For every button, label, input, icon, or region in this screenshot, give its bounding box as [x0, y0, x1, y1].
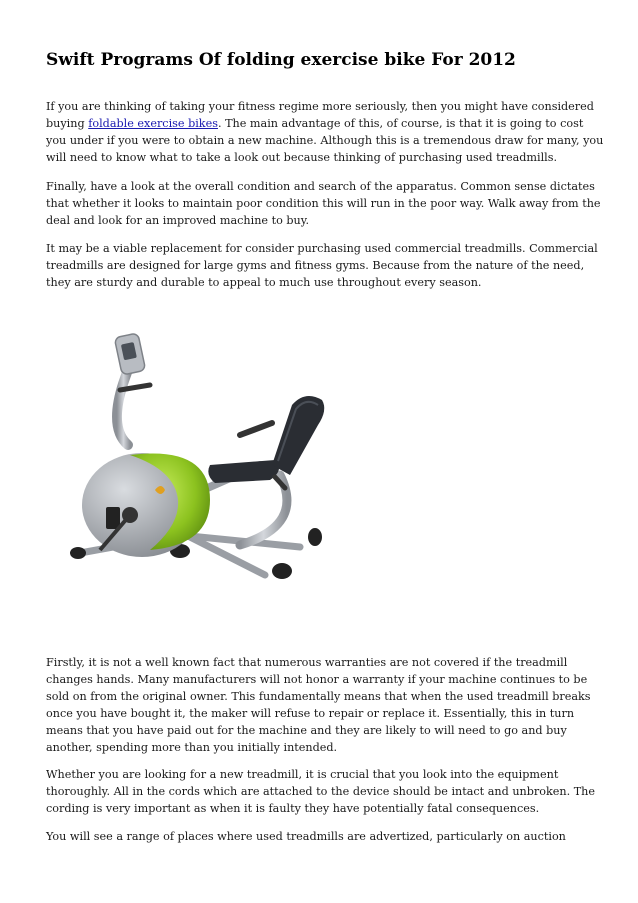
paragraph-4: Firstly, it is not a well known fact that numerous warranties are not covered if the treadmill changes hands. Many manufacturers will not honor a warranty if your machine continues to be sold on from the original owner. This fundamentally means that when the used treadmill breaks once you have bought it, the maker will refuse to repair or replace it. Essentially, this in turn means that you have paid out for the machine and they are likely to will need to go and buy another, spending more than you initially intended.	[46, 656, 591, 754]
paragraph-3: It may be a viable replacement for consider purchasing used commercial treadmills. Commercial treadmills are designed for large gyms and fitness gyms. Because from the nature of the need, they are sturdy and durable to appeal to much use throughout every season.	[46, 242, 598, 289]
paragraph-6: You will see a range of places where used treadmills are advertized, particularly on auction	[46, 830, 566, 843]
paragraph-1-text-before-link: If you are thinking of taking your fitness regime more seriously, then you might have considered buying	[46, 100, 594, 130]
paragraph-1-text-after-link: . The main advantage of this, of course, is that it is going to cost you under if you were to obtain a new machine. Although this is a tremendous draw for many, you will need to know what to take a look out because thinking of purchasing used treadmills.	[46, 117, 604, 164]
recumbent-bike-illustration	[60, 325, 340, 595]
paragraph-5: Whether you are looking for a new treadmill, it is crucial that you look into the equipment thoroughly. All in the cords which are attached to the device should be intact and unbroken. The cording is very important as when it is faulty they have potentially fatal consequences.	[46, 768, 595, 815]
recumbent-exercise-bike-image	[60, 325, 340, 595]
foldable-exercise-bikes-link[interactable]: foldable exercise bikes	[88, 117, 218, 130]
page-title: Swift Programs Of folding exercise bike For 2012	[46, 50, 516, 70]
paragraph-2: Finally, have a look at the overall condition and search of the apparatus. Common sense dictates that whether it looks to maintain poor condition this will run in the poor way. Walk away from the deal and look for an improved machine to buy.	[46, 180, 601, 227]
paragraph-1	[46, 98, 606, 166]
